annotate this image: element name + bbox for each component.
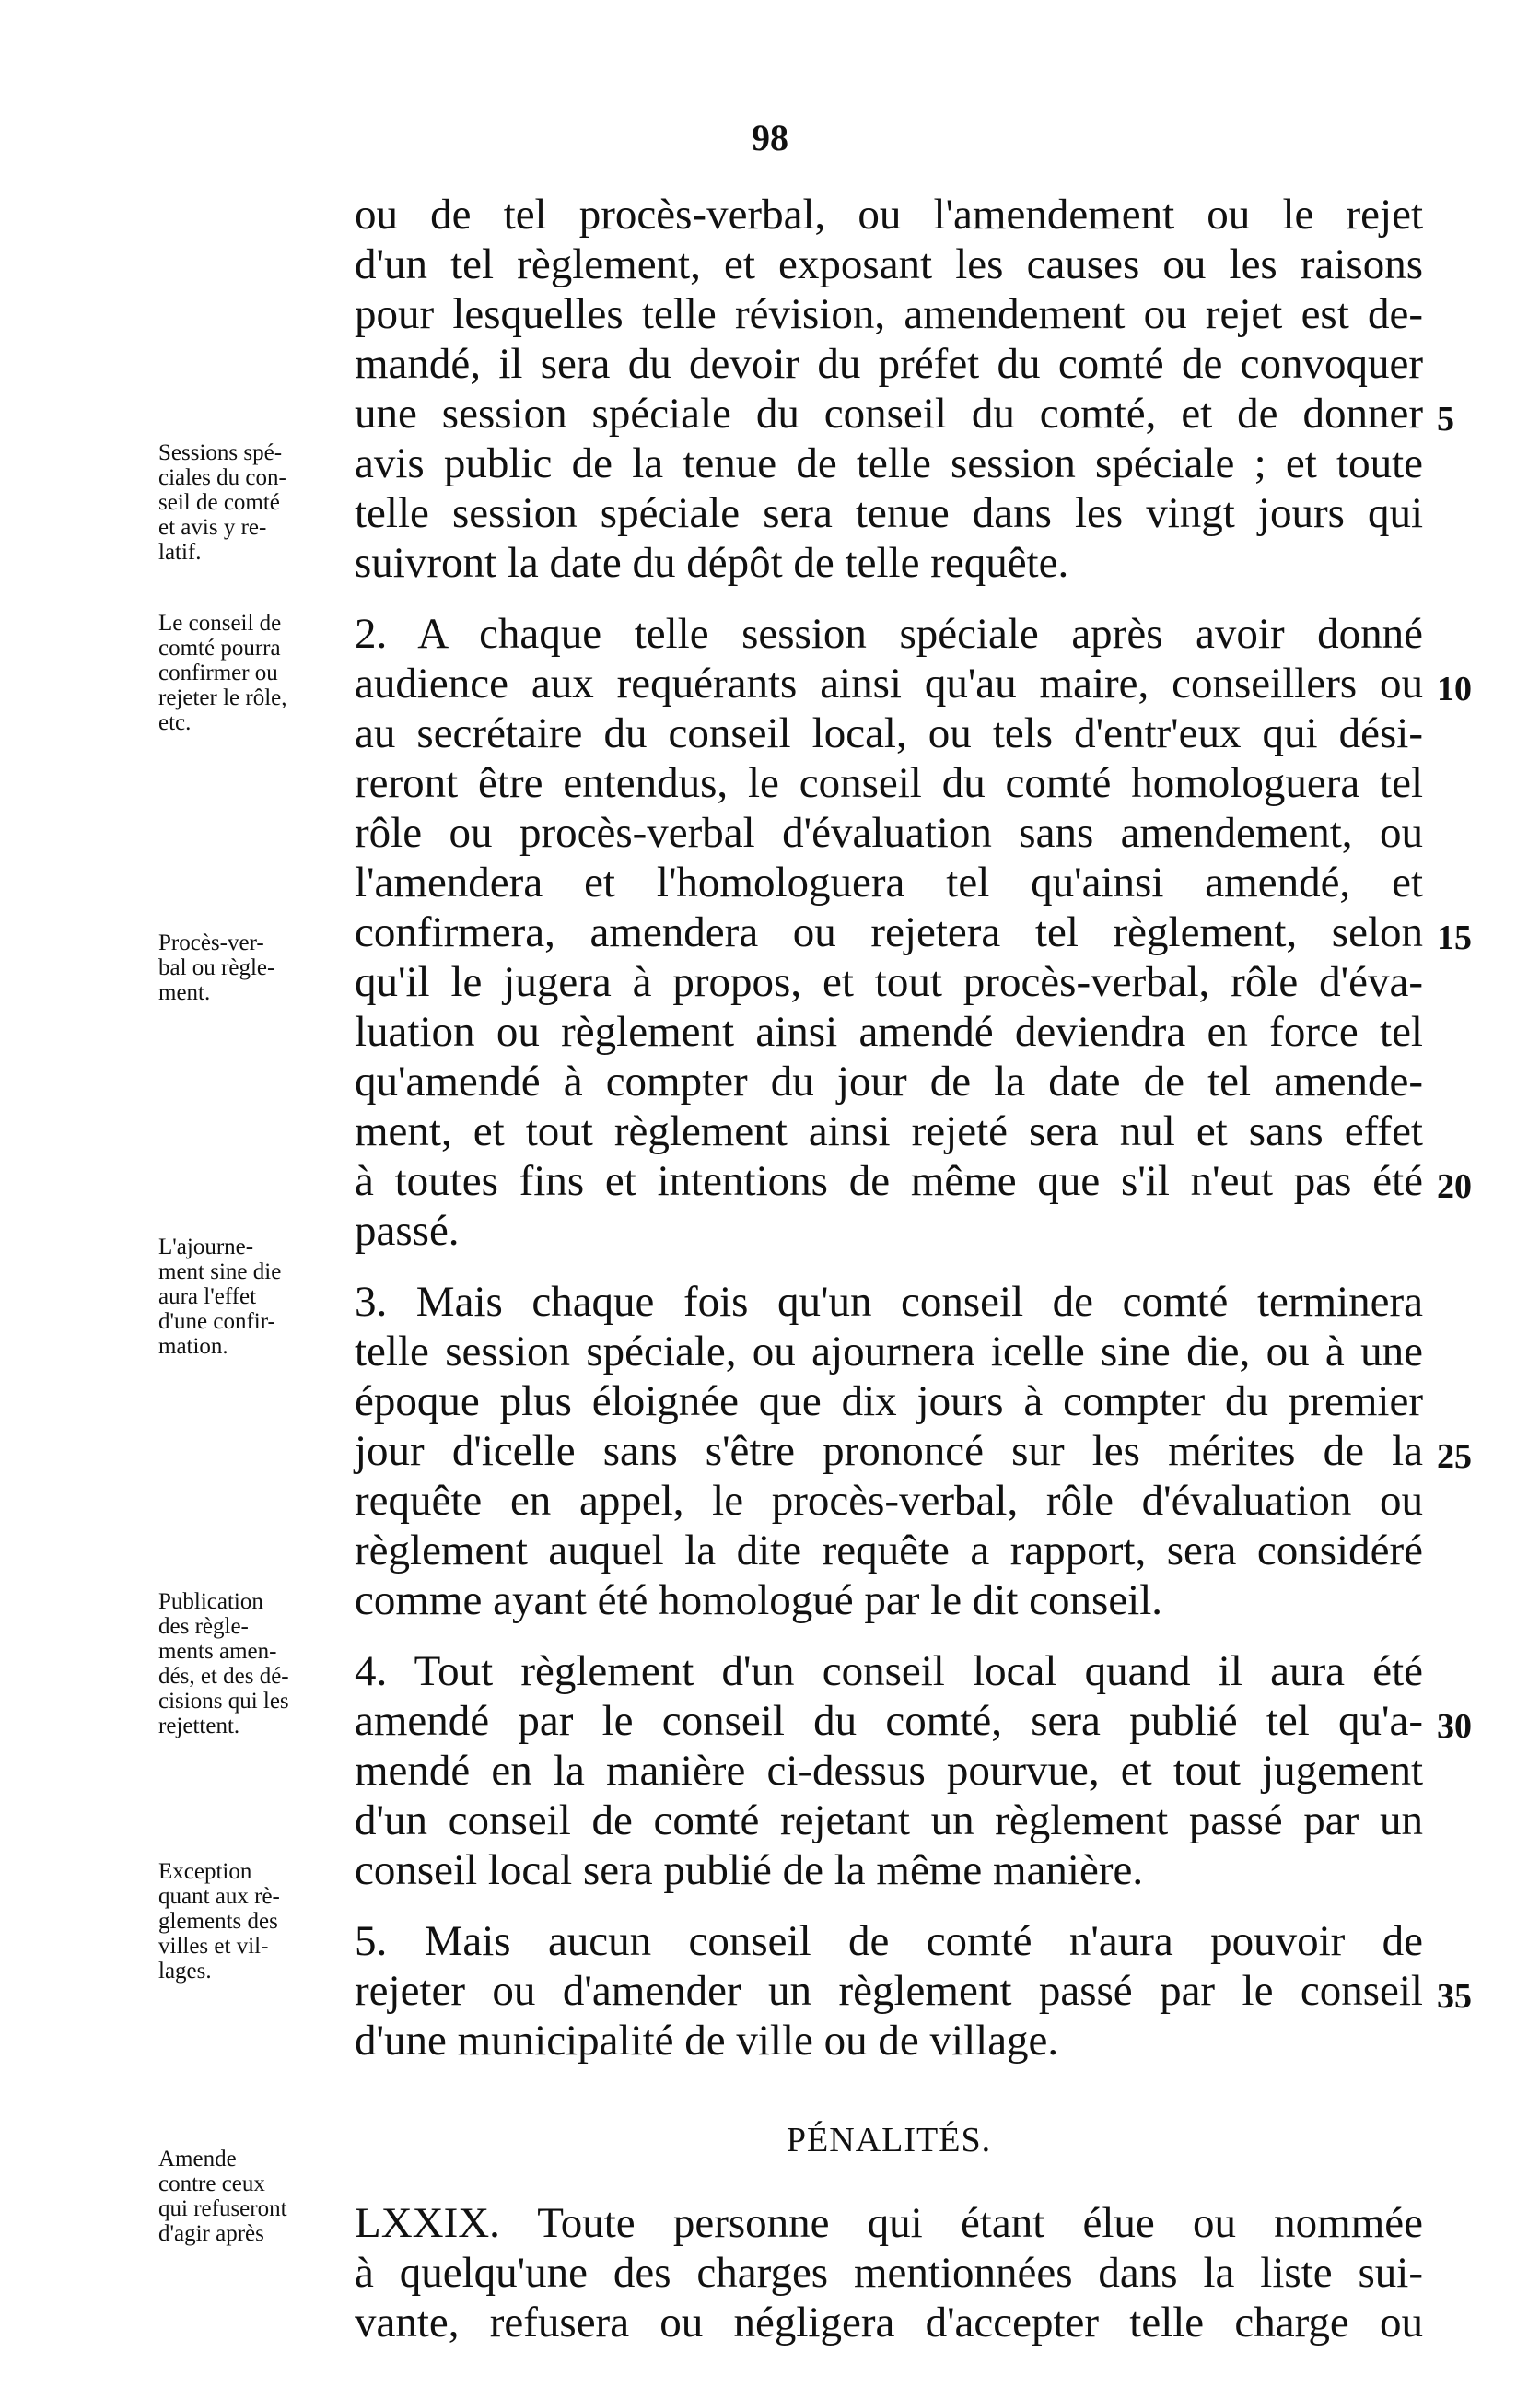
text-line: amendé par le conseil du comté, sera publié tel qu'a- — [355, 1697, 1423, 1745]
margin-note-line: latif. — [158, 540, 202, 565]
margin-note-line: etc. — [158, 710, 192, 735]
text-line: d'un tel règlement, et exposant les causes ou les raisons — [355, 240, 1423, 288]
text-line: qu'amendé à compter du jour de la date de tel amende- — [355, 1058, 1423, 1106]
text-line: époque plus éloignée que dix jours à compter du premier — [355, 1377, 1423, 1425]
line-number: 25 — [1437, 1437, 1472, 1476]
text-line: confirmera, amendera ou rejetera tel règlement, selon — [355, 908, 1423, 956]
text-line: LXXIX. Toute personne qui étant élue ou nommée — [355, 2199, 1423, 2247]
text-line: audience aux requérants ainsi qu'au maire, conseillers ou — [355, 660, 1423, 708]
text-line: suivront la date du dépôt de telle requête. — [355, 539, 1069, 587]
margin-note-line: cisions qui les — [158, 1689, 289, 1714]
margin-note-line: contre ceux — [158, 2171, 265, 2196]
margin-note-line: villes et vil- — [158, 1934, 269, 1959]
margin-note-line: rejeter le rôle, — [158, 685, 287, 710]
text-line: comme ayant été homologué par le dit conseil. — [355, 1576, 1163, 1624]
text-line: d'un conseil de comté rejetant un règlement passé par un — [355, 1796, 1423, 1844]
margin-note-line: glements des — [158, 1909, 278, 1934]
line-number: 35 — [1437, 1977, 1472, 2016]
line-number: 20 — [1437, 1167, 1472, 1206]
text-line: 4. Tout règlement d'un conseil local quand il aura été — [355, 1647, 1423, 1695]
text-line: d'une municipalité de ville ou de village. — [355, 2017, 1059, 2065]
text-line: telle session spéciale, ou ajournera icelle sine die, ou à une — [355, 1328, 1423, 1375]
margin-note-line: Le conseil de — [158, 611, 282, 636]
text-line: règlement auquel la dite requête a rapport, sera considéré — [355, 1527, 1423, 1574]
margin-note-line: Procès-ver- — [158, 930, 264, 955]
text-line: avis public de la tenue de telle session spéciale ; et toute — [355, 439, 1423, 487]
margin-note-line: d'une confir- — [158, 1309, 275, 1334]
text-line: une session spéciale du conseil du comté, et de donner — [355, 390, 1423, 438]
text-line: 2. A chaque telle session spéciale après avoir donné — [355, 610, 1423, 658]
margin-note-line: L'ajourne- — [158, 1235, 254, 1259]
page-number: 98 — [752, 117, 788, 158]
text-line: jour d'icelle sans s'être prononcé sur les mérites de la — [355, 1427, 1423, 1475]
text-line: qu'il le jugera à propos, et tout procès-verbal, rôle d'éva- — [355, 958, 1423, 1006]
margin-note-line: ments amen- — [158, 1639, 277, 1664]
text-line: conseil local sera publié de la même manière. — [355, 1846, 1144, 1894]
margin-note-line: lages. — [158, 1959, 212, 1984]
margin-note-line: ment. — [158, 980, 211, 1005]
margin-note-line: dés, et des dé- — [158, 1664, 289, 1689]
text-line: ment, et tout règlement ainsi rejeté sera nul et sans effet — [355, 1107, 1423, 1155]
margin-note-line: comté pourra — [158, 636, 281, 661]
text-line: à toutes fins et intentions de même que s'il n'eut pas été — [355, 1157, 1423, 1205]
text-line: ou de tel procès-verbal, ou l'amendement ou le rejet — [355, 191, 1423, 239]
text-line: vante, refusera ou négligera d'accepter telle charge ou — [355, 2299, 1423, 2346]
margin-note-line: mation. — [158, 1334, 228, 1359]
text-line: requête en appel, le procès-verbal, rôle d'évaluation ou — [355, 1477, 1423, 1525]
text-line: mendé en la manière ci-dessus pourvue, et tout jugement — [355, 1747, 1423, 1795]
margin-note-line: qui refuseront — [158, 2196, 287, 2221]
text-line: rejeter ou d'amender un règlement passé par le conseil — [355, 1967, 1423, 2015]
section-heading: PÉNALITÉS. — [786, 2121, 992, 2159]
margin-note-line: Exception — [158, 1859, 252, 1884]
text-line: rôle ou procès-verbal d'évaluation sans amendement, ou — [355, 809, 1423, 857]
margin-note-line: d'agir après — [158, 2221, 264, 2246]
text-line: mandé, il sera du devoir du préfet du comté de convoquer — [355, 340, 1423, 388]
margin-note-line: ciales du con- — [158, 465, 286, 490]
text-line: pour lesquelles telle révision, amendement ou rejet est de- — [355, 290, 1423, 338]
margin-note-line: bal ou règle- — [158, 955, 275, 980]
margin-note-line: ment sine die — [158, 1259, 282, 1284]
margin-note-line: Sessions spé- — [158, 440, 283, 465]
line-number: 15 — [1437, 919, 1472, 957]
margin-note-line: Publication — [158, 1589, 263, 1614]
text-line: 5. Mais aucun conseil de comté n'aura pouvoir de — [355, 1917, 1423, 1965]
text-line: 3. Mais chaque fois qu'un conseil de comté terminera — [355, 1278, 1423, 1326]
line-number: 5 — [1437, 400, 1454, 439]
line-number: 30 — [1437, 1707, 1472, 1746]
text-line: passé. — [355, 1207, 460, 1255]
text-line: luation ou règlement ainsi amendé deviendra en force tel — [355, 1008, 1423, 1056]
margin-note-line: des règle- — [158, 1614, 249, 1639]
text-line: l'amendera et l'homologuera tel qu'ainsi amendé, et — [355, 859, 1423, 907]
margin-note-line: confirmer ou — [158, 661, 278, 685]
text-line: reront être entendus, le conseil du comté homologuera tel — [355, 759, 1423, 807]
text-line: à quelqu'une des charges mentionnées dans la liste sui- — [355, 2249, 1423, 2297]
margin-note-line: quant aux rè- — [158, 1884, 280, 1909]
margin-note-line: seil de comté — [158, 490, 280, 515]
text-line: au secrétaire du conseil local, ou tels d'entr'eux qui dési- — [355, 709, 1423, 757]
margin-note-line: rejettent. — [158, 1714, 240, 1738]
text-line: telle session spéciale sera tenue dans les vingt jours qui — [355, 489, 1423, 537]
margin-note-line: aura l'effet — [158, 1284, 257, 1309]
margin-note-line: et avis y re- — [158, 515, 267, 540]
margin-note-line: Amende — [158, 2147, 237, 2171]
line-number: 10 — [1437, 670, 1472, 708]
